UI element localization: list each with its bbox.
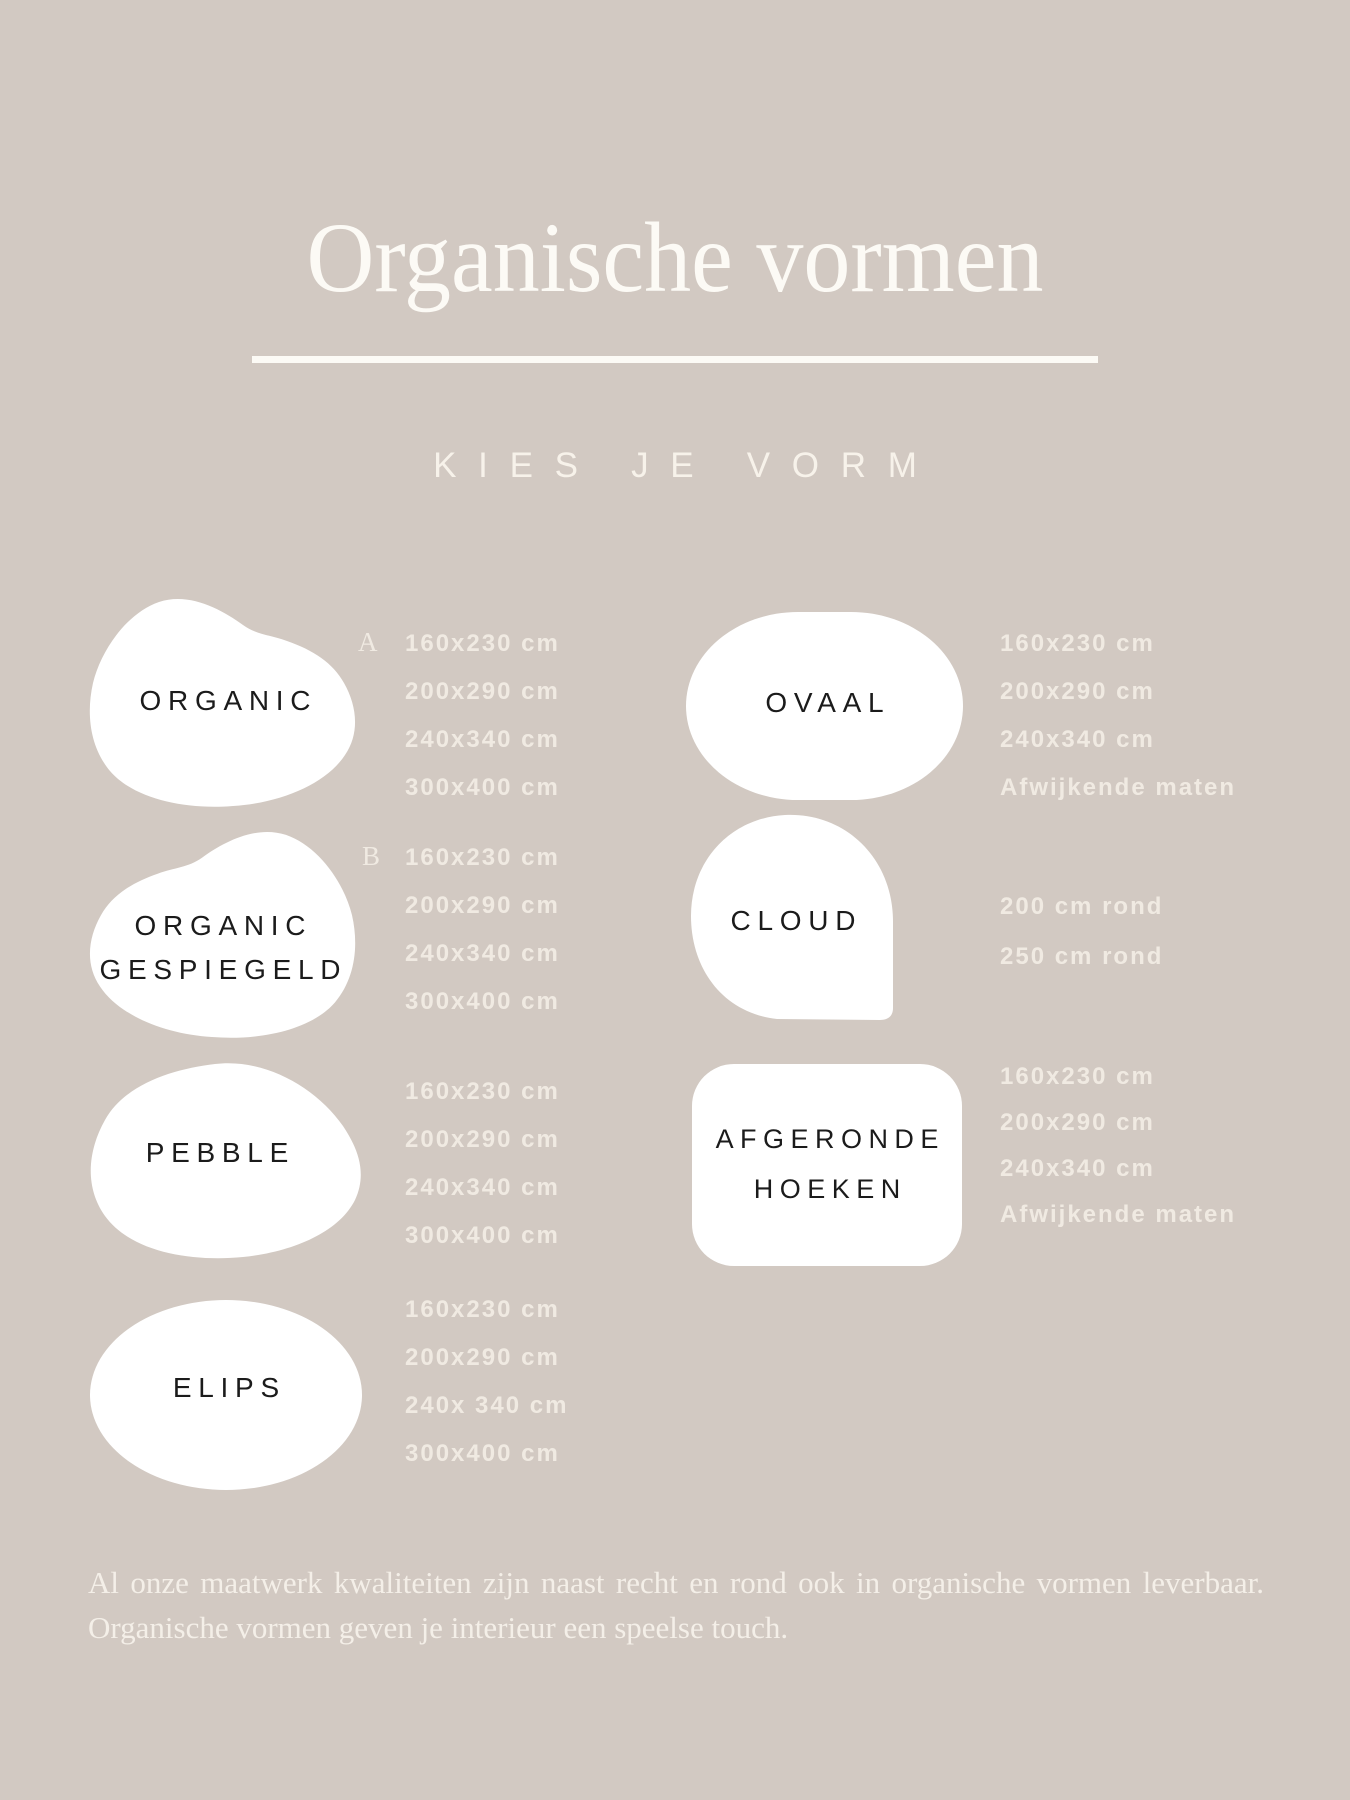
cloud-size-list <box>1000 882 1163 982</box>
afgeronde-hoeken-label-line1: AFGERONDE <box>715 1124 945 1154</box>
pebble-size-list <box>405 1068 560 1260</box>
size-item: 200x290 cm <box>405 1344 560 1371</box>
ovaal-size-list <box>1000 620 1236 812</box>
size-item: Afwijkende maten <box>1000 1201 1237 1228</box>
size-item: 200x290 cm <box>1000 678 1155 705</box>
afgeronde-hoeken-label-line2: HOEKEN <box>753 1174 907 1204</box>
afgeronde-hoeken-size-list <box>1000 1054 1236 1238</box>
organic-gespiegeld-label-line2: GESPIEGELD <box>99 954 348 985</box>
organic-label: ORGANIC <box>139 685 318 716</box>
size-item: 200x290 cm <box>1000 1109 1155 1136</box>
size-item: 160x230 cm <box>405 1296 560 1323</box>
size-item: 200x290 cm <box>405 892 560 919</box>
elips-size-list <box>405 1286 568 1478</box>
size-item: 250 cm rond <box>1000 943 1164 970</box>
elips-label: ELIPS <box>172 1372 286 1403</box>
subtitle: KIES JE VORM <box>433 446 939 485</box>
divider-line <box>252 356 1098 363</box>
size-item: 200 cm rond <box>1000 893 1164 920</box>
page-title <box>0 202 1350 313</box>
size-item: 240x340 cm <box>405 1174 560 1201</box>
size-item: 200x290 cm <box>405 678 560 705</box>
afgeronde-hoeken-label <box>692 1114 962 1214</box>
size-item: Afwijkende maten <box>1000 774 1237 801</box>
size-item: 160x230 cm <box>405 844 560 871</box>
pebble-label: PEBBLE <box>145 1137 295 1168</box>
organic-size-list <box>405 620 560 812</box>
size-item: 300x400 cm <box>405 1222 560 1249</box>
organic-gespiegeld-label-line1: ORGANIC <box>134 910 313 941</box>
size-item: 240x340 cm <box>405 726 560 753</box>
size-item: 160x230 cm <box>1000 630 1155 657</box>
organic-gespiegeld-label <box>70 904 370 992</box>
size-item: 160x230 cm <box>405 630 560 657</box>
footer-text: Al onze maatwerk kwaliteiten zijn naast recht en rond ook in organische vormen leverbaar. Organische vormen geven je interieur een speelse touch. <box>88 1565 1264 1645</box>
size-marker-b: B <box>362 841 381 871</box>
size-item: 240x340 cm <box>1000 726 1155 753</box>
size-item: 160x230 cm <box>1000 1063 1155 1090</box>
size-item: 240x340 cm <box>1000 1155 1155 1182</box>
size-item: 160x230 cm <box>405 1078 560 1105</box>
cloud-label: CLOUD <box>730 905 863 936</box>
size-item: 240x 340 cm <box>405 1392 569 1419</box>
size-item: 300x400 cm <box>405 1440 560 1467</box>
organic-gespiegeld-size-list <box>405 834 560 1026</box>
page-title-text: Organische vormen <box>306 202 1044 313</box>
size-item: 300x400 cm <box>405 774 560 801</box>
size-item: 200x290 cm <box>405 1126 560 1153</box>
size-item: 240x340 cm <box>405 940 560 967</box>
ovaal-label: OVAAL <box>765 687 891 718</box>
size-item: 300x400 cm <box>405 988 560 1015</box>
size-marker-a: A <box>358 627 378 657</box>
